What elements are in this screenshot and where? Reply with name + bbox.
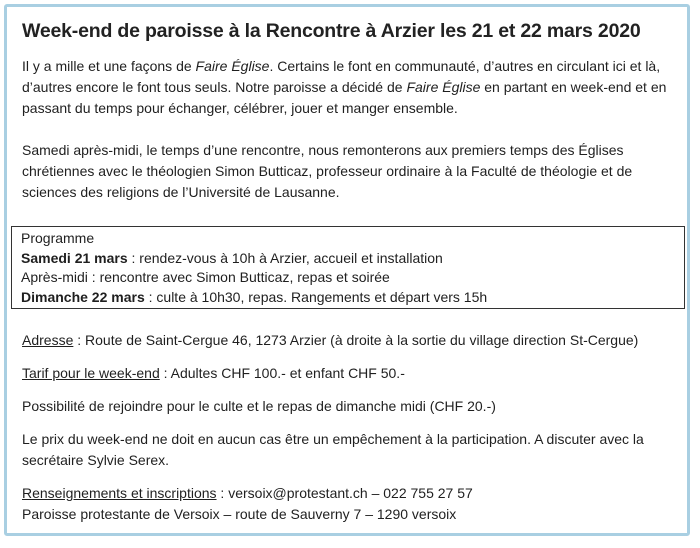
page-title: Week-end de paroisse à la Rencontre à Arzier les 21 et 22 mars 2020 — [22, 20, 641, 42]
intro-paragraph — [22, 56, 672, 119]
practical-info — [22, 330, 682, 525]
programme-row — [21, 249, 684, 269]
contact-line — [22, 483, 682, 504]
address-text: : Route de Saint-Cergue 46, 1273 Arzier (à droite à la sortie du village direction St-Cergue) — [73, 332, 639, 348]
programme-box — [11, 226, 685, 309]
programme-row-text: : rendez-vous à 10h à Arzier, accueil et installation — [127, 249, 443, 266]
contact-label: Renseignements et inscriptions — [22, 485, 217, 501]
saturday-paragraph: Samedi après-midi, le temps d’une rencontre, nous remonterons aux premiers temps des Églises chrétiennes avec le théologien Simon Butticaz, professeur ordinaire à la Faculté de théologie et de sciences des religions de l’Université de Lausanne. — [22, 142, 633, 200]
programme-row — [21, 288, 684, 308]
programme-row-text: : culte à 10h30, repas. Rangements et départ vers 15h — [144, 288, 488, 305]
address-line — [22, 330, 682, 351]
intro-emphasis-2: Faire Église — [406, 79, 481, 95]
intro-text-2: . Certains le font en communauté, d’autres en circulant ici et là, d’autres encore le font tous seuls. Notre paroisse a décidé de — [22, 58, 661, 95]
programme-row-label: Samedi 21 mars — [21, 249, 128, 266]
programme-row-text: Après-midi : rencontre avec Simon Butticaz, repas et soirée — [21, 269, 390, 285]
intro-text-3: en partant en week-end et en passant du temps pour échanger, célébrer, jouer et manger ensemble. — [22, 79, 667, 116]
intro-emphasis-1: Faire Église — [195, 58, 270, 74]
programme-row-label: Dimanche 22 mars — [21, 288, 145, 305]
address-label: Adresse — [22, 332, 74, 348]
possibility-line: Possibilité de rejoindre pour le culte et le repas de dimanche midi (CHF 20.-) — [22, 398, 496, 414]
tarif-label: Tarif pour le week-end — [22, 365, 160, 381]
tarif-line — [22, 363, 682, 384]
contact-text: : versoix@protestant.ch – 022 755 27 57 — [216, 485, 473, 501]
tarif-text: : Adultes CHF 100.- et enfant CHF 50.- — [159, 365, 405, 381]
price-note: Le prix du week-end ne doit en aucun cas être un empêchement à la participation. A discuter avec la secrétaire Sylvie Serex. — [22, 431, 644, 468]
intro-text-1: Il y a mille et une façons de — [22, 58, 196, 74]
programme-heading: Programme — [21, 230, 95, 246]
parish-address: Paroisse protestante de Versoix – route de Sauverny 7 – 1290 versoix — [22, 506, 457, 522]
flyer-content — [22, 20, 672, 203]
programme-row — [21, 268, 684, 288]
